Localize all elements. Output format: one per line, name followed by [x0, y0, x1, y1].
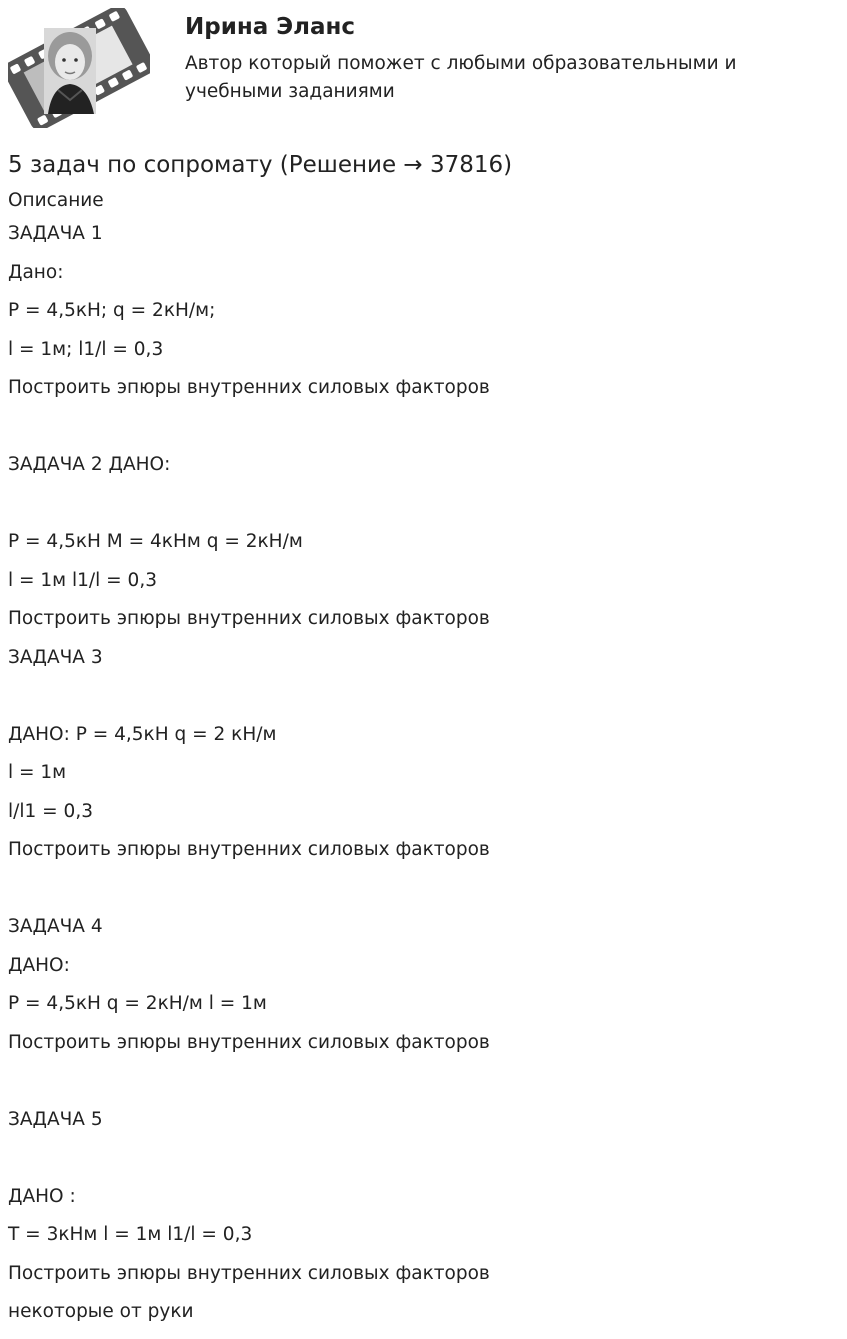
description-line: l/l1 = 0,3 [8, 800, 93, 822]
description-line: P = 4,5кН M = 4кНм q = 2кН/м [8, 531, 303, 552]
author-name[interactable]: Ирина Эланс [185, 14, 356, 40]
description-line: l = 1м [8, 762, 67, 783]
description-line [8, 677, 838, 716]
description-line: ЗАДАЧА 5 [8, 1108, 103, 1130]
description-line: ЗАДАЧА 4 [8, 916, 103, 937]
author-card [8, 8, 838, 128]
description-line [8, 1139, 838, 1178]
description-line: ЗАДАЧА 2 ДАНО: [8, 454, 171, 475]
description-line: P = 4,5кН q = 2кН/м l = 1м [8, 993, 267, 1014]
author-bio: Автор который поможет с любыми образовательными и учебными заданиями [185, 53, 737, 102]
description-line: ЗАДАЧА 1 [8, 223, 103, 244]
film-reel-portrait-icon[interactable] [8, 8, 150, 128]
description-line: ДАНО: [8, 954, 70, 976]
description-line: Дано: [8, 261, 64, 283]
description-body [8, 215, 838, 1332]
description-line [8, 1062, 838, 1101]
description-line: Построить эпюры внутренних силовых факторов [8, 608, 490, 629]
page-title: 5 задач по сопромату (Решение → 37816) [8, 152, 513, 178]
description-line: Построить эпюры внутренних силовых факторов [8, 1031, 490, 1053]
description-line [8, 485, 838, 524]
description-line [8, 408, 838, 447]
description-line: ДАНО: P = 4,5кН q = 2 кН/м [8, 723, 277, 745]
description-line: P = 4,5кН; q = 2кН/м; [8, 300, 216, 321]
description-line: T = 3кНм l = 1м l1/l = 0,3 [8, 1224, 253, 1245]
description-line: Построить эпюры внутренних силовых факторов [8, 1262, 490, 1284]
description-line: некоторые от руки [8, 1301, 194, 1322]
description-line [8, 870, 838, 909]
description-line: ДАНО : [8, 1185, 76, 1207]
description-line: ЗАДАЧА 3 [8, 646, 103, 668]
description-line: l = 1м; l1/l = 0,3 [8, 338, 164, 360]
description-line: Построить эпюры внутренних силовых факторов [8, 839, 490, 860]
description-line: Построить эпюры внутренних силовых факторов [8, 377, 490, 398]
description-label: Описание [8, 190, 104, 211]
description-line: l = 1м l1/l = 0,3 [8, 569, 157, 591]
